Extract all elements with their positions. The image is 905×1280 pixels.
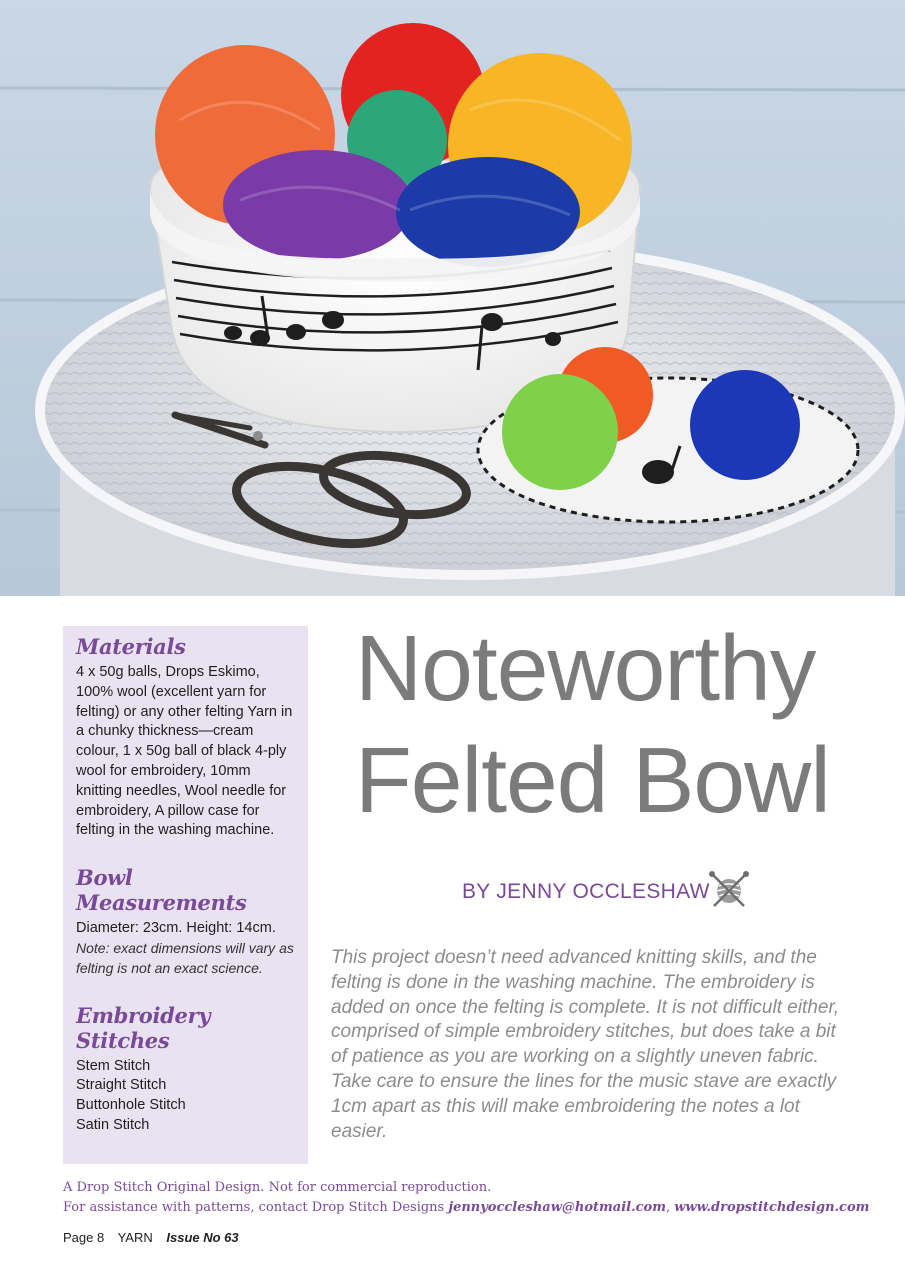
hero-photo (0, 0, 905, 596)
felted-bowl-photo (0, 0, 905, 596)
measurements-section (76, 865, 296, 978)
stitch-item: Buttonhole Stitch (76, 1097, 186, 1114)
magazine-name: YARN (117, 1230, 153, 1245)
measurements-note: Note: exact dimensions will vary as felting is not an exact science. (76, 939, 294, 976)
article-title (355, 612, 875, 836)
page-folio (63, 1230, 249, 1245)
contact-email-link[interactable]: jennyoccleshaw@hotmail.com (448, 1200, 666, 1215)
intro-paragraph: This project doesn’t need advanced knitting skills, and the felting is done in the washing machine. The embroidery is added on once the felting is complete. It is not difficult either, comprised of simple embroidery stitches, but does take a bit of patience as you are working on a slightly uneven fabric. Take care to ensure the lines for the music stave are exactly 1cm apart as this will make embroidering the notes a lot easier. (331, 947, 840, 1142)
materials-sidebar (63, 626, 308, 1164)
materials-text: 4 x 50g balls, Drops Eskimo, 100% wool (excellent yarn for felting) or any other felting Yarn in a chunky thickness—cream colour, 1 x 50g ball of black 4-ply wool for embroidery, 10mm knitting needles, Wool needle for embroidery, A pillow case for felting in the washing machine. (76, 664, 293, 839)
issue-number: Issue No 63 (166, 1230, 239, 1245)
stitch-item: Satin Stitch (76, 1116, 150, 1133)
stitches-heading: Embroidery Stitches (76, 1002, 211, 1053)
title-line-2: Felted Bowl (355, 728, 830, 832)
website-link[interactable]: www.dropstitchdesign.com (674, 1200, 870, 1215)
stitches-section (76, 1003, 296, 1136)
contact-separator: , (665, 1200, 675, 1215)
byline: BY JENNY OCCLESHAW (462, 880, 710, 903)
materials-heading: Materials (76, 634, 186, 659)
stitch-item: Stem Stitch (76, 1057, 151, 1074)
contact-note (63, 1198, 883, 1218)
stitch-item: Straight Stitch (76, 1077, 167, 1094)
measurements-text: Diameter: 23cm. Height: 14cm. (76, 920, 276, 937)
stitches-list (76, 1057, 296, 1136)
contact-prefix: For assistance with patterns, contact Drop Stitch Designs (63, 1200, 449, 1215)
page-number: Page 8 (63, 1230, 105, 1245)
measurements-heading: Bowl Measurements (76, 865, 247, 916)
title-line-1: Noteworthy (355, 616, 816, 720)
footer-notes (63, 1178, 883, 1218)
copyright-note: A Drop Stitch Original Design. Not for commercial reproduction. (63, 1180, 492, 1195)
knitting-needles-icon (708, 868, 750, 910)
